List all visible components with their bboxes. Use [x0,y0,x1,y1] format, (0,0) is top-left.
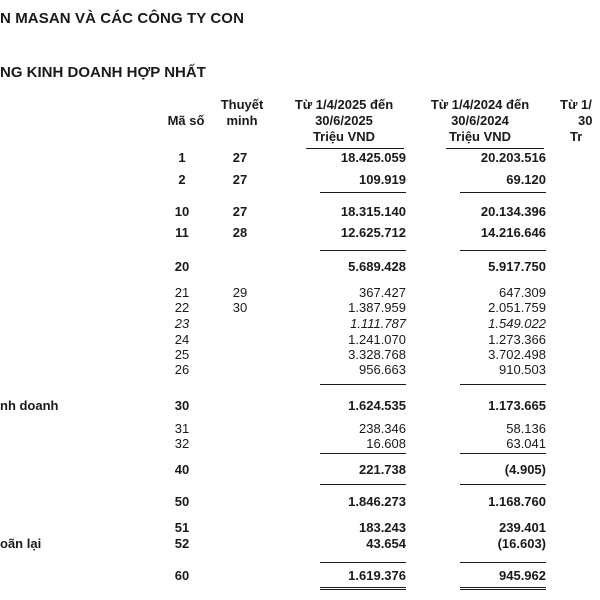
value-2025: 1.241.070 [348,332,406,347]
subtotal-rule [460,384,546,385]
value-2025: 5.689.428 [348,259,406,274]
value-2024: 58.136 [506,421,546,436]
header-line: Từ 1/4/2024 đến [430,97,530,112]
subtotal-rule [460,484,546,485]
header-line: 30 [578,113,593,128]
value-2024: 5.917.750 [488,259,546,274]
row-note: 27 [232,172,248,187]
value-2024: 20.134.396 [480,204,546,219]
header-line: Từ 1/ [560,97,592,112]
header-line: 30/6/2024 [451,113,509,128]
row-code: 40 [174,462,190,477]
row-code: 20 [174,259,190,274]
row-code: 25 [174,347,190,362]
value-2024: (16.603) [497,536,546,551]
row-code: 22 [174,300,190,315]
row-code: 31 [174,421,190,436]
row-code: 23 [174,316,190,331]
row-code: 24 [174,332,190,347]
row-code: 52 [174,536,190,551]
total-double-rule [460,587,546,590]
value-2025: 12.625.712 [340,225,406,240]
row-code: 51 [174,520,190,535]
row-code: 60 [174,568,190,583]
value-2025: 1.387.959 [348,300,406,315]
header-line: 30/6/2025 [315,113,373,128]
value-2024: 647.309 [499,285,546,300]
row-code: 32 [174,436,190,451]
row-note: 27 [232,204,248,219]
value-2024: 14.216.646 [480,225,546,240]
row-code: 50 [174,494,190,509]
header-line: Triệu VND [448,129,512,144]
row-code: 10 [174,204,190,219]
header-line: Thuyết [220,97,264,112]
subtotal-rule [320,453,406,454]
value-2024: 910.503 [499,362,546,377]
row-note: 30 [232,300,248,315]
value-2024: 2.051.759 [488,300,546,315]
column-header-thuyet-minh [214,97,270,129]
subtotal-rule [460,453,546,454]
value-2024: 3.702.498 [488,347,546,362]
column-header-period-cutoff [560,97,600,145]
value-2024: 239.401 [499,520,546,535]
value-2024: 63.041 [506,436,546,451]
column-header-period-2024 [420,97,540,145]
value-2025: 18.315.140 [340,204,406,219]
subtotal-rule [320,192,406,193]
value-2025: 238.346 [359,421,406,436]
value-2025: 16.608 [366,436,406,451]
value-2025: 367.427 [359,285,406,300]
value-2025: 1.624.535 [348,398,406,413]
header-line: minh [226,113,258,128]
header-underline [306,148,404,149]
value-2025: 3.328.768 [348,347,406,362]
value-2025: 221.738 [359,462,406,477]
row-code: 21 [174,285,190,300]
subtotal-rule [320,384,406,385]
row-label: nh doanh [0,398,59,413]
value-2025: 109.919 [359,172,406,187]
row-code: 2 [178,172,186,187]
column-header-period-2025 [284,97,404,145]
value-2024: 1.173.665 [488,398,546,413]
value-2025: 43.654 [366,536,406,551]
header-line: Triệu VND [312,129,376,144]
column-header-ma-so: Mã số [167,113,205,128]
row-note: 27 [232,150,248,165]
subtotal-rule [320,562,406,563]
subtotal-rule [460,192,546,193]
value-2024: 69.120 [506,172,546,187]
row-note: 29 [232,285,248,300]
value-2024: 1.273.366 [488,332,546,347]
row-label: oãn lại [0,536,42,551]
value-2025: 1.619.376 [348,568,406,583]
value-2024: 1.168.760 [488,494,546,509]
subtotal-rule [460,562,546,563]
total-double-rule [320,587,406,590]
row-note: 28 [232,225,248,240]
company-name: N MASAN VÀ CÁC CÔNG TY CON [0,10,244,27]
header-underline [446,148,544,149]
subtotal-rule [460,250,546,251]
value-2025: 18.425.059 [340,150,406,165]
header-line: Từ 1/4/2025 đến [294,97,394,112]
value-2024: 1.549.022 [488,316,546,331]
row-code: 30 [174,398,190,413]
row-code: 26 [174,362,190,377]
value-2024: (4.905) [504,462,546,477]
row-code: 11 [175,225,189,240]
value-2025: 183.243 [359,520,406,535]
row-code: 1 [178,150,186,165]
subtotal-rule [320,484,406,485]
subtotal-rule [320,250,406,251]
header-line: Tr [570,129,583,144]
value-2025: 1.111.787 [350,316,406,331]
value-2025: 956.663 [359,362,406,377]
value-2025: 1.846.273 [348,494,406,509]
report-title: NG KINH DOANH HỢP NHẤT [0,64,206,81]
value-2024: 945.962 [499,568,546,583]
value-2024: 20.203.516 [480,150,546,165]
